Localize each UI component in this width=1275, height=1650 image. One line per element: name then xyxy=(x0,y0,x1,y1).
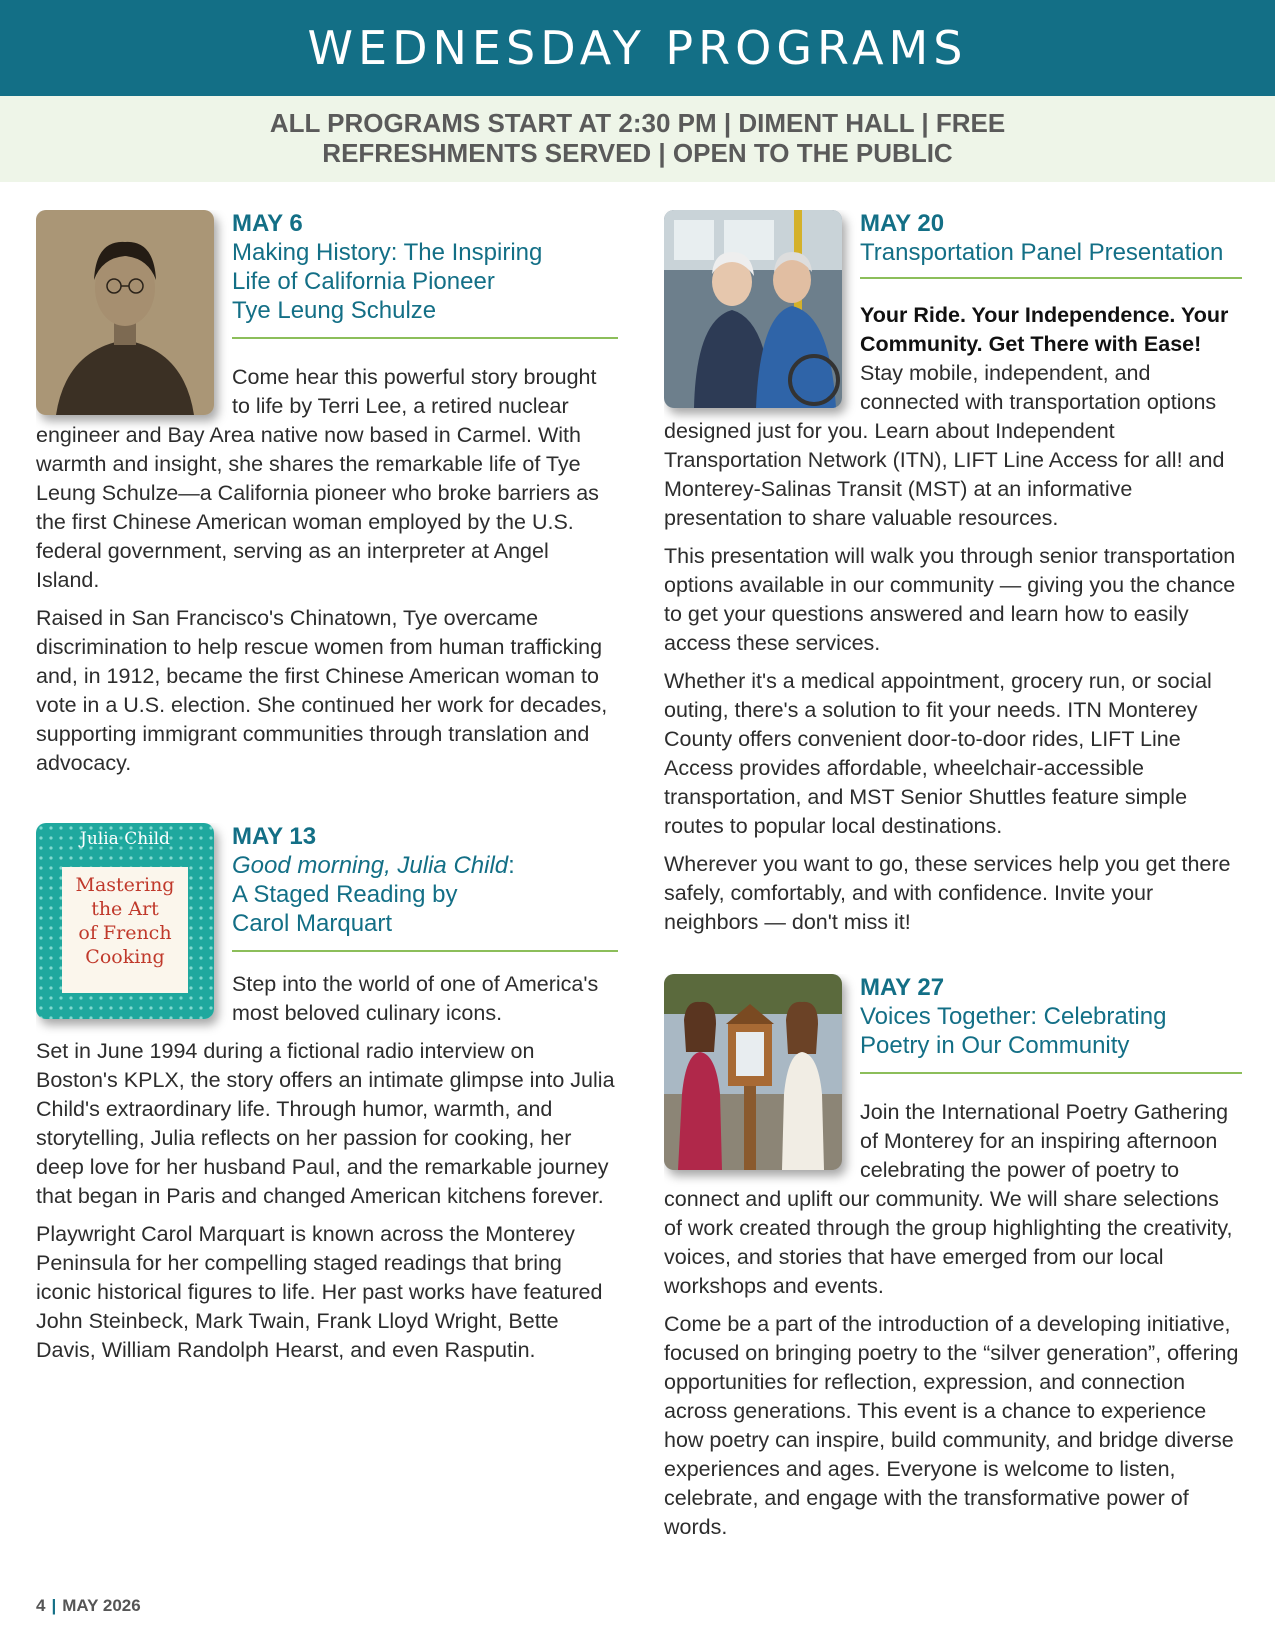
paragraph: Set in June 1994 during a fictional radio interview on Boston's KPLX, the story offers an intimate glimpse into Julia Child's extraordinary life. Through humor, warmth, and storytelling, Julia reflects on her passion for cooking, her deep love for her husband Paul, and the remarkable journey that began in Paris and changed American kitchens forever. xyxy=(36,1039,615,1208)
paragraph: Wherever you want to go, these services help you get there safely, comfortably, and with confidence. Invite your neighbors — don't miss it! xyxy=(664,852,1231,934)
event-title: Transportation Panel Presentation xyxy=(860,239,1224,266)
right-column xyxy=(664,210,1242,1551)
book-author: Julia Child xyxy=(80,829,170,849)
event-title: Voices Together: Celebrating Poetry in Our Community xyxy=(860,1003,1167,1059)
event-description xyxy=(36,970,618,1365)
page-title: WEDNESDAY PROGRAMS xyxy=(307,21,968,75)
left-column xyxy=(36,210,618,1374)
lead-tagline: Your Ride. Your Independence. Your Community. Get There with Ease! xyxy=(860,303,1229,356)
paragraph: Raised in San Francisco's Chinatown, Tye overcame discrimination to help rescue women from human trafficking and, in 1912, became the first Chinese American woman to vote in a U.S. election. She continued her work for decades, supporting immigrant communities through translation and advocacy. xyxy=(36,606,608,775)
event-may-20 xyxy=(664,210,1242,946)
paragraph: Join the International Poetry Gathering of Monterey for an inspiring afternoon celebrating the power of poetry to connect and uplift our community. We will share selections of work created through the group highlighting the creativity, voices, and stories that have emerged from our local workshops and events. xyxy=(664,1100,1233,1298)
page-footer xyxy=(36,1596,141,1616)
program-info-line-2: REFRESHMENTS SERVED | OPEN TO THE PUBLIC xyxy=(322,138,953,168)
tye-leung-schulze-photo xyxy=(36,210,214,415)
page-number: 4 xyxy=(36,1596,46,1615)
paragraph: Playwright Carol Marquart is known across the Monterey Peninsula for her compelling staged readings that bring iconic historical figures to life. Her past works have featured John Steinbeck, Mark Twain, Frank Lloyd Wright, Bette Davis, William Randolph Hearst, and even Rasputin. xyxy=(36,1222,603,1362)
event-may-13 xyxy=(36,823,618,1374)
header-banner xyxy=(0,0,1275,96)
program-info-line-1: ALL PROGRAMS START AT 2:30 PM | DIMENT HALL | FREE xyxy=(269,108,1006,138)
paragraph: Step into the world of one of America's most beloved culinary icons. xyxy=(232,972,599,1025)
book-title: Mastering the Art of French Cooking xyxy=(75,874,175,968)
event-description xyxy=(36,363,618,778)
event-date: MAY 27 xyxy=(860,974,945,1001)
event-may-27-heading xyxy=(860,974,1242,1074)
event-title: Making History: The Inspiring Life of California Pioneer Tye Leung Schulze xyxy=(232,239,543,324)
event-may-13-heading xyxy=(232,823,618,952)
julia-child-book-cover xyxy=(36,823,214,1019)
seniors-on-bus-photo xyxy=(664,210,842,408)
event-title: Good morning, Julia Child: A Staged Reading by Carol Marquart xyxy=(232,852,515,937)
event-may-20-heading xyxy=(860,210,1242,279)
poetry-box-photo xyxy=(664,974,842,1170)
event-date: MAY 13 xyxy=(232,823,317,850)
issue-date: MAY 2026 xyxy=(62,1596,141,1615)
event-date: MAY 6 xyxy=(232,210,303,237)
event-may-6 xyxy=(36,210,618,787)
event-date: MAY 20 xyxy=(860,210,945,237)
paragraph: Your Ride. Your Independence. Your Community. Get There with Ease! Stay mobile, independent, and connected with transportation options designed just for you. Learn about Independent Transportation Network (ITN), LIFT Line Access for all! and Monterey-Salinas Transit (MST) at an informative presentation to share valuable resources. xyxy=(664,303,1229,530)
footer-separator: | xyxy=(51,1596,57,1615)
program-info-bar xyxy=(0,96,1275,182)
paragraph: Come hear this powerful story brought to life by Terri Lee, a retired nuclear engineer and Bay Area native now based in Carmel. With warmth and insight, she shares the remarkable life of Tye Leung Schulze—a California pioneer who broke barriers as the first Chinese American woman employed by the U.S. federal government, serving as an interpreter at Angel Island. xyxy=(36,365,599,592)
event-may-6-heading xyxy=(232,210,618,339)
paragraph: Come be a part of the introduction of a developing initiative, focused on bringing poetry to the “silver generation”, offering opportunities for reflection, expression, and connection across generations. This event is a chance to experience how poetry can inspire, build community, and bridge diverse experiences and ages. Everyone is welcome to listen, celebrate, and engage with the transformative power of words. xyxy=(664,1312,1239,1539)
paragraph: This presentation will walk you through senior transportation options available in our community — giving you the chance to get your questions answered and learn how to easily access these services. xyxy=(664,544,1236,655)
paragraph: Whether it's a medical appointment, grocery run, or social outing, there's a solution to fit your needs. ITN Monterey County offers convenient door-to-door rides, LIFT Line Access provides affordable, wheelchair-accessible transportation, and MST Senior Shuttles feature simple routes to popular local destinations. xyxy=(664,669,1212,838)
event-may-27 xyxy=(664,974,1242,1551)
